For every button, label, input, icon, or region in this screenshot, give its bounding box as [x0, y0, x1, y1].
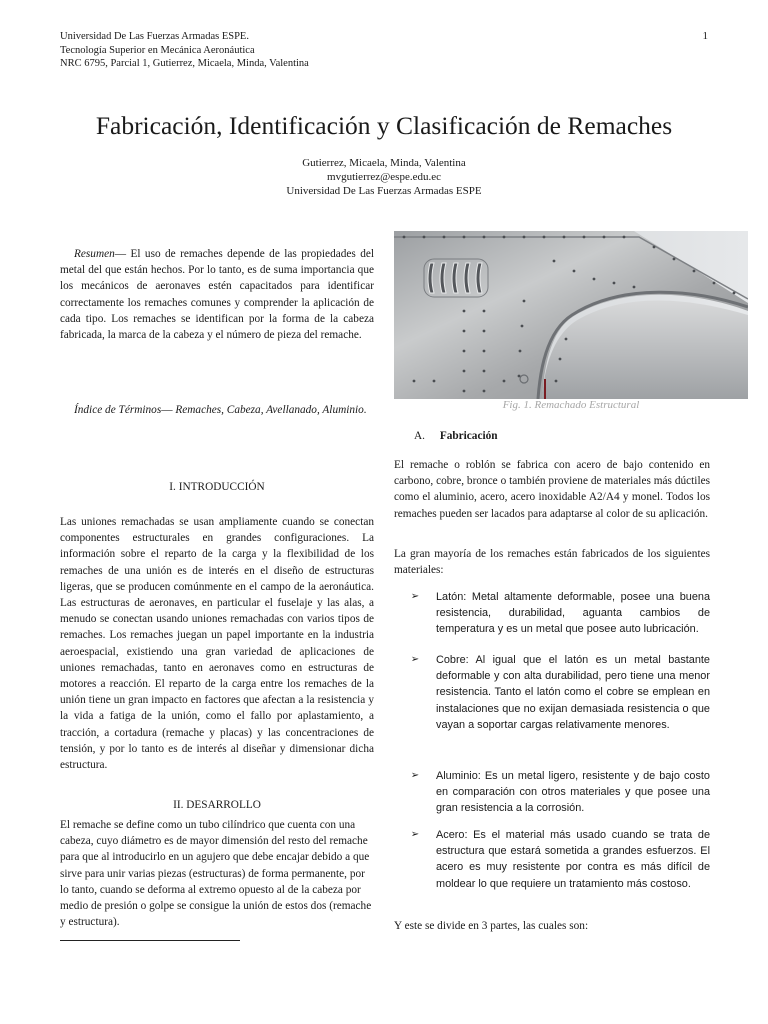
page-number: 1 — [702, 30, 708, 42]
index-terms-label: Índice de Términos — [74, 404, 162, 416]
author-names: Gutierrez, Micaela, Minda, Valentina — [302, 157, 466, 169]
index-terms-dash: — — [161, 404, 173, 416]
paper-title: Fabricación, Identificación y Clasificación de Remaches — [95, 111, 673, 140]
bullet-arrow-icon: ➢ — [410, 654, 420, 665]
material-bullet-cobre — [394, 652, 710, 733]
material-bullet-acero — [394, 827, 710, 892]
section-heading-introduction: I. INTRODUCCIÓN — [169, 481, 265, 493]
running-header-course: NRC 6795, Parcial 1, Gutierrez, Micaela, Minda, Valentina — [60, 58, 309, 69]
bullet-arrow-icon: ➢ — [410, 591, 420, 602]
introduction-paragraph: Las uniones remachadas se usan ampliamente cuando se conectan componentes estructurales en grandes configuraciones. La información sobre el reparto de la carga y la flexibilidad de los remaches de una unión es de interés en el diseño de estructuras ligeras, que se producen comúnmente en el campo de la aeronáutica. Las estructuras de aeronaves, en particular el fuselaje y las alas, a menudo se conectan usando uniones remachadas con varios tipos de remaches. Los remaches juegan un papel importante en la industria aeroespacial, existiendo una gran variedad de aplicaciones de uniones remachadas, tanto en aeronaves como en estructuras de motores a reacción. El reparto de la carga entre los remaches de la unión tiene un gran impacto en factores que afectan a la resistencia y la vida a fatiga de la unión, como el fallo por aplastamiento, a tracción, a cortadura (remache y placas) y las concentraciones de tensión, y por lo tanto es de interés al diseñar y dimensionar dicha estructura. — [60, 516, 374, 772]
figure-caption: Fig. 1. Remachado Estructural — [502, 399, 640, 411]
fabricacion-paragraph-2: La gran mayoría de los remaches están fabricados de los siguientes materiales: — [394, 548, 710, 577]
fabricacion-paragraph-3: Y este se divide en 3 partes, las cuales son: — [394, 920, 589, 932]
bullet-arrow-icon: ➢ — [410, 829, 420, 840]
subsection-title: Fabricación — [439, 430, 498, 442]
bullet-arrow-icon: ➢ — [410, 770, 420, 781]
abstract-label: Resumen — [74, 248, 115, 260]
figure-riveted-structure — [394, 231, 748, 399]
index-terms-text: Remaches, Cabeza, Avellanado, Aluminio. — [172, 404, 367, 416]
abstract-text: El uso de remaches depende de las propiedades del metal del que están hechos. Por lo tanto, es de suma importancia que los mecánicos de aeronaves estén capacitados para identificar correctamente los remaches comunes y comprender la aplicación de cada tipo. Los remaches se identifican por la forma de la cabeza fabricada, la marca de la cabeza y el número de pieza del remache. — [60, 248, 374, 342]
footnote-rule — [60, 940, 240, 941]
author-email: mvgutierrez@espe.edu.ec — [327, 171, 441, 183]
material-bullet-aluminio — [394, 768, 710, 817]
running-header-program: Tecnología Superior en Mecánica Aeronáutica — [60, 44, 255, 56]
desarrollo-paragraph: El remache se define como un tubo cilíndrico que cuenta con una cabeza, cuyo diámetro es de mayor dimensión del resto del remache para que al introducirlo en un agujero que debe encajar debido a que sirve para unir varias piezas (estructuras) de forma permanente, por lo tanto, cuando se deforma al extremo opuesto al de la cabeza por medio de presión o golpe se consigue la unión de estos dos (remache y estructura). — [60, 819, 372, 929]
fabricacion-paragraph-1: El remache o roblón se fabrica con acero de bajo contenido en carbono, cobre, bronce o también proviene de materiales más dúctiles como el aluminio, acero, acero inoxidable A2/A4 y monel. Todos los remaches pueden ser lacados para adaptarse al color de su aplicación. — [394, 459, 710, 520]
bullet-text: Latón: Metal altamente deformable, posee una buena resistencia, durabilidad, aguanta cambios de temperatura y es un metal que posee auto lubricación. — [436, 591, 710, 636]
abstract-dash: — — [114, 248, 127, 260]
bullet-text: Acero: Es el material más usado cuando se trata de estructura que estará sometida a grandes esfuerzos. El acero es muy resistente por contra es más difícil de moldear lo que requiere un tratamiento más costoso. — [436, 829, 710, 890]
subsection-heading-fabricacion — [414, 428, 730, 444]
index-terms — [60, 402, 374, 418]
section-heading-desarrollo: II. DESARROLLO — [173, 799, 261, 811]
abstract — [60, 246, 374, 343]
material-bullet-laton — [394, 589, 710, 638]
running-header-university: Universidad De Las Fuerzas Armadas ESPE. — [60, 31, 249, 42]
bullet-text: Cobre: Al igual que el latón es un metal bastante deformable y con alta durabilidad, pero tiene una menor resistencia. Tanto el latón como el cobre se emplean en instalaciones que no exijan demasiada resistencia o que vayan a soportar cargas relativamente menores. — [436, 654, 710, 731]
author-affiliation: Universidad De Las Fuerzas Armadas ESPE — [286, 185, 482, 197]
bullet-text: Aluminio: Es un metal ligero, resistente y de bajo costo en comparación con otros materiales y que posee una gran resistencia a la corrosión. — [436, 770, 710, 815]
subsection-label: A. — [414, 430, 425, 442]
